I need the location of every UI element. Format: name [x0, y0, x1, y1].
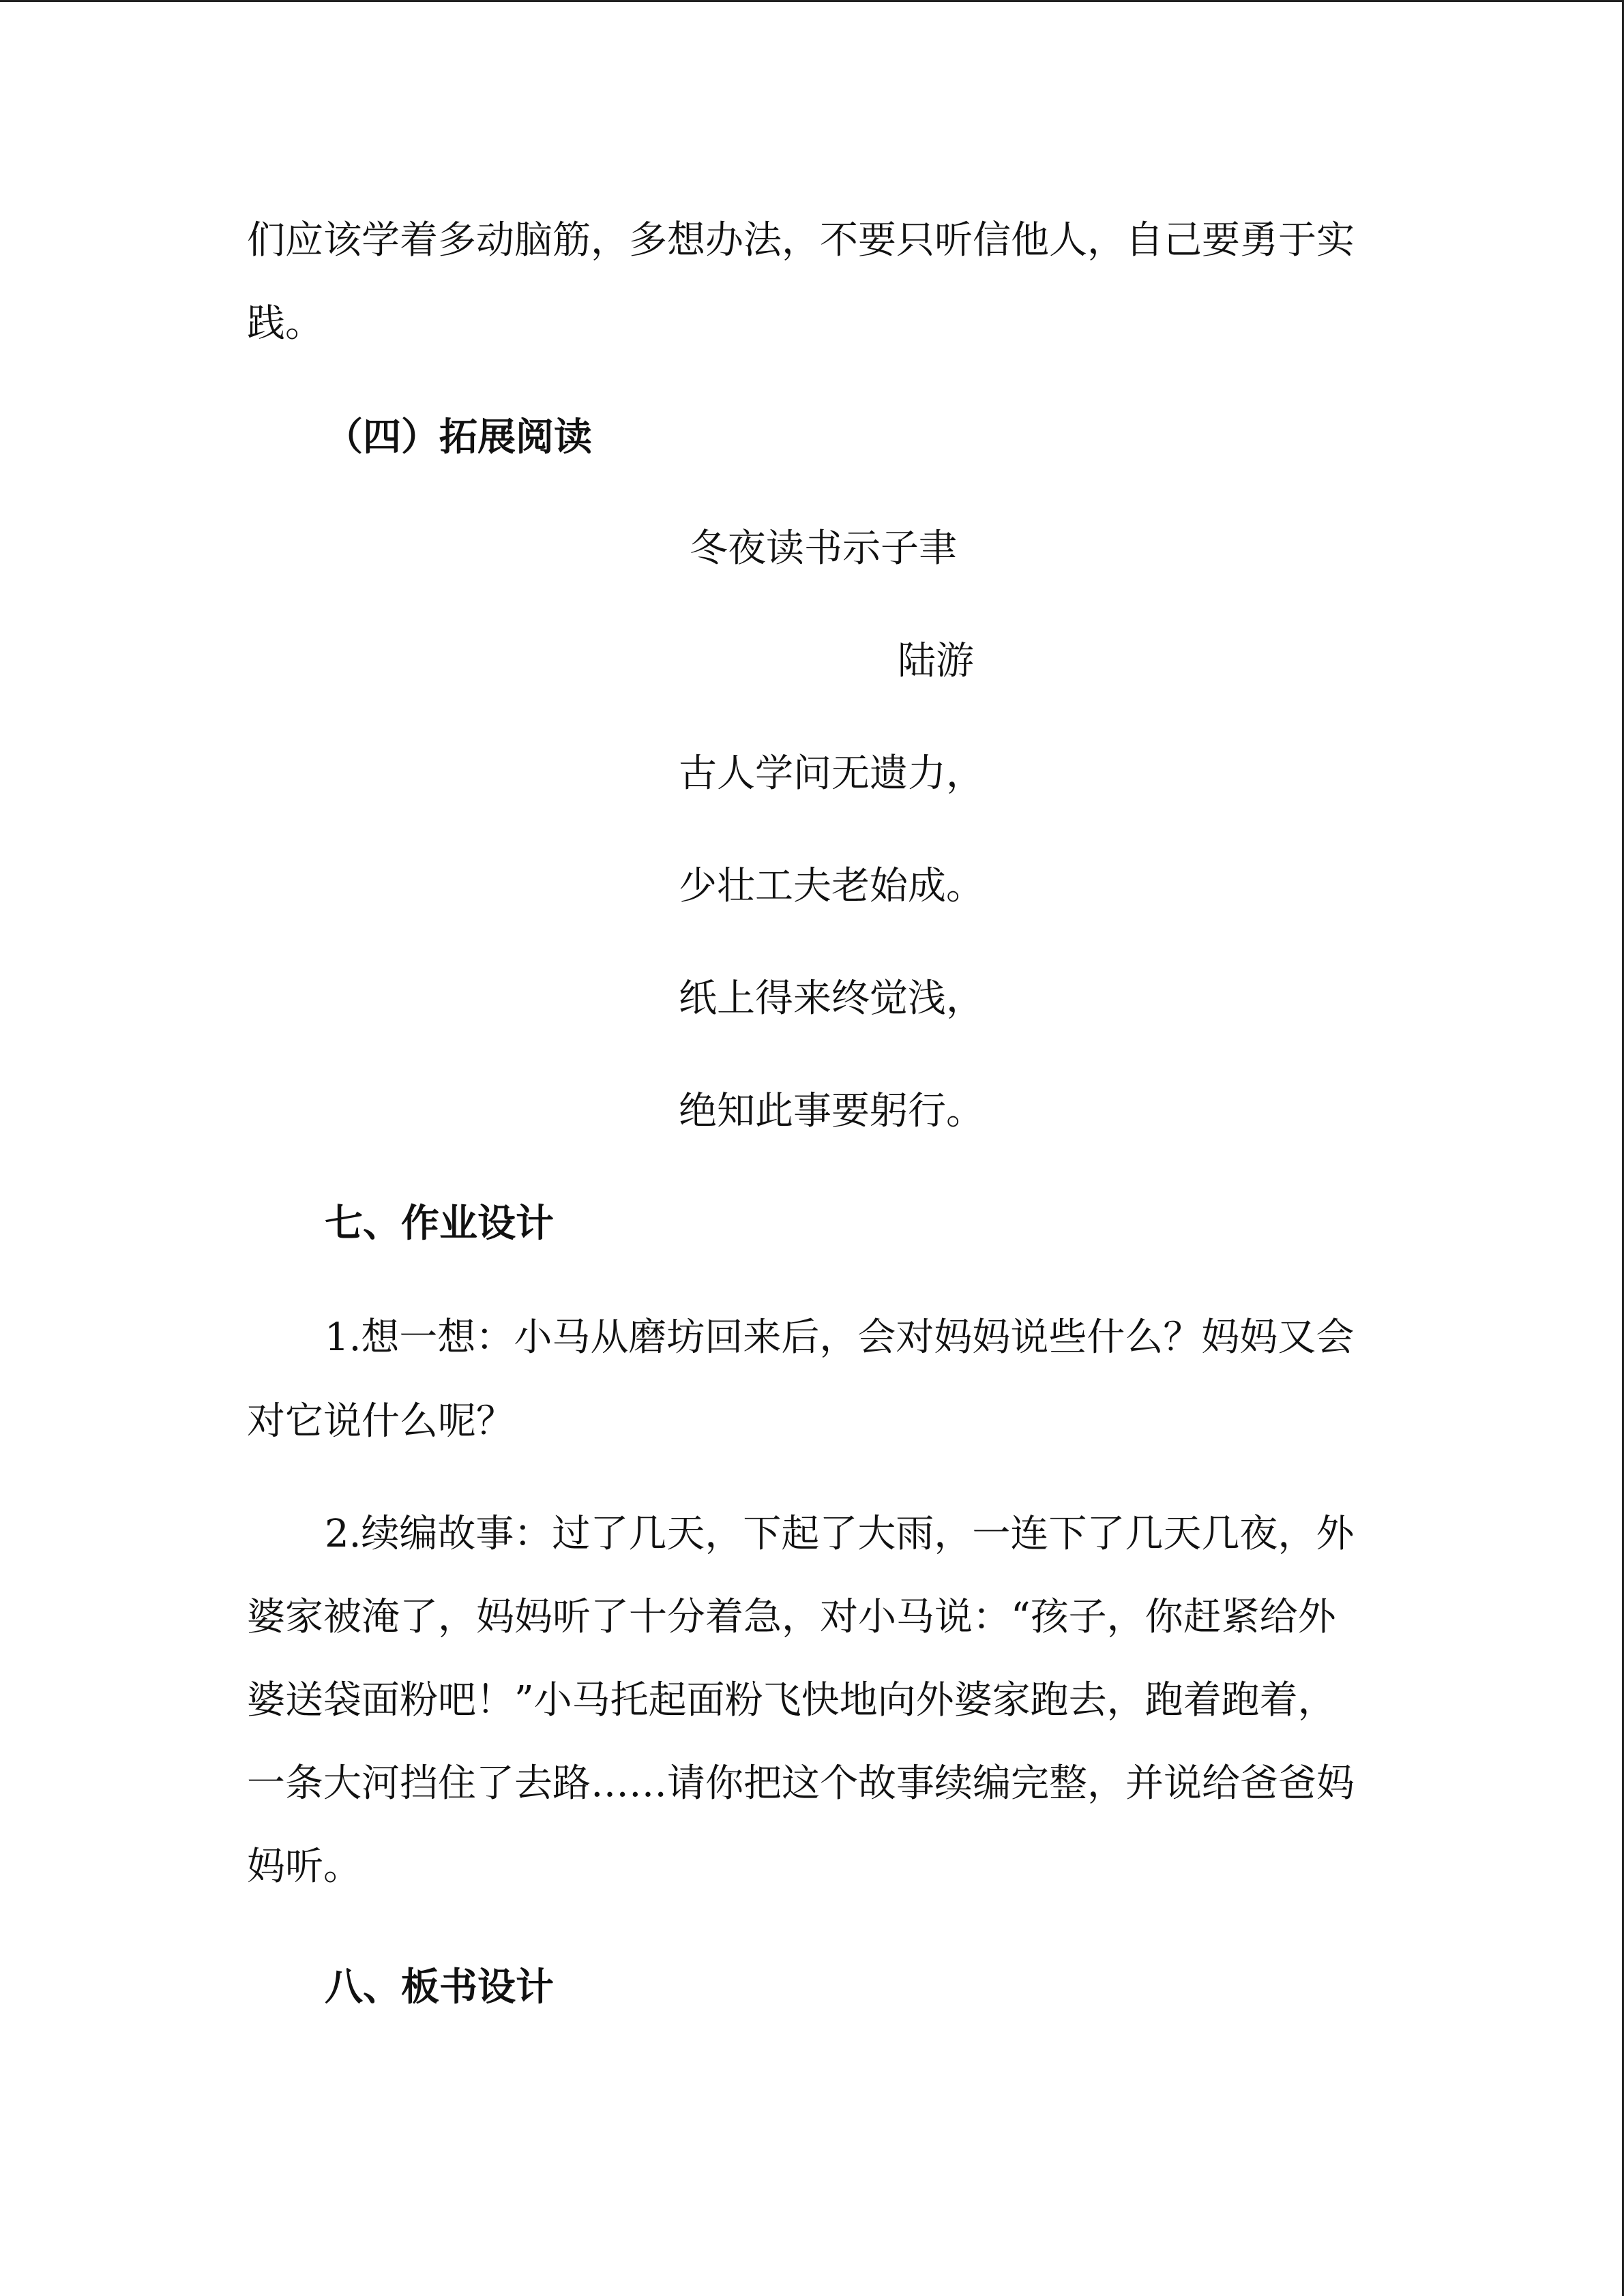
homework-item-line: 1.想一想：小马从磨坊回来后，会对妈妈说些什么？妈妈又会 [325, 1315, 1355, 1360]
section-heading-extended-reading: （四）拓展阅读 [325, 415, 592, 460]
poem-line: 古人学问无遗力， [679, 751, 984, 796]
homework-item-line: 婆送袋面粉吧！”小马托起面粉飞快地向外婆家跑去，跑着跑着， [247, 1678, 1336, 1723]
poem-author: 陆游 [898, 639, 974, 683]
section-heading-blackboard: 八、板书设计 [325, 1965, 554, 2010]
homework-item-line: 对它说什么呢？ [247, 1399, 514, 1444]
homework-item-line: 2.续编故事：过了几天，下起了大雨，一连下了几天几夜，外 [325, 1512, 1355, 1556]
homework-item-line: 妈听。 [247, 1845, 361, 1889]
poem-line: 绝知此事要躬行。 [679, 1089, 984, 1133]
paragraph-line: 们应该学着多动脑筋，多想办法，不要只听信他人，自己要勇于实 [247, 218, 1355, 263]
poem-line: 纸上得来终觉浅， [679, 976, 984, 1021]
section-heading-homework: 七、作业设计 [325, 1202, 554, 1246]
homework-item-line: 一条大河挡住了去路……请你把这个故事续编完整，并说给爸爸妈 [247, 1761, 1355, 1806]
homework-item-line: 婆家被淹了，妈妈听了十分着急，对小马说：“孩子，你赶紧给外 [247, 1595, 1336, 1639]
poem-title: 冬夜读书示子聿 [690, 526, 957, 571]
paragraph-line: 践。 [247, 301, 323, 346]
poem-line: 少壮工夫老始成。 [679, 864, 984, 908]
